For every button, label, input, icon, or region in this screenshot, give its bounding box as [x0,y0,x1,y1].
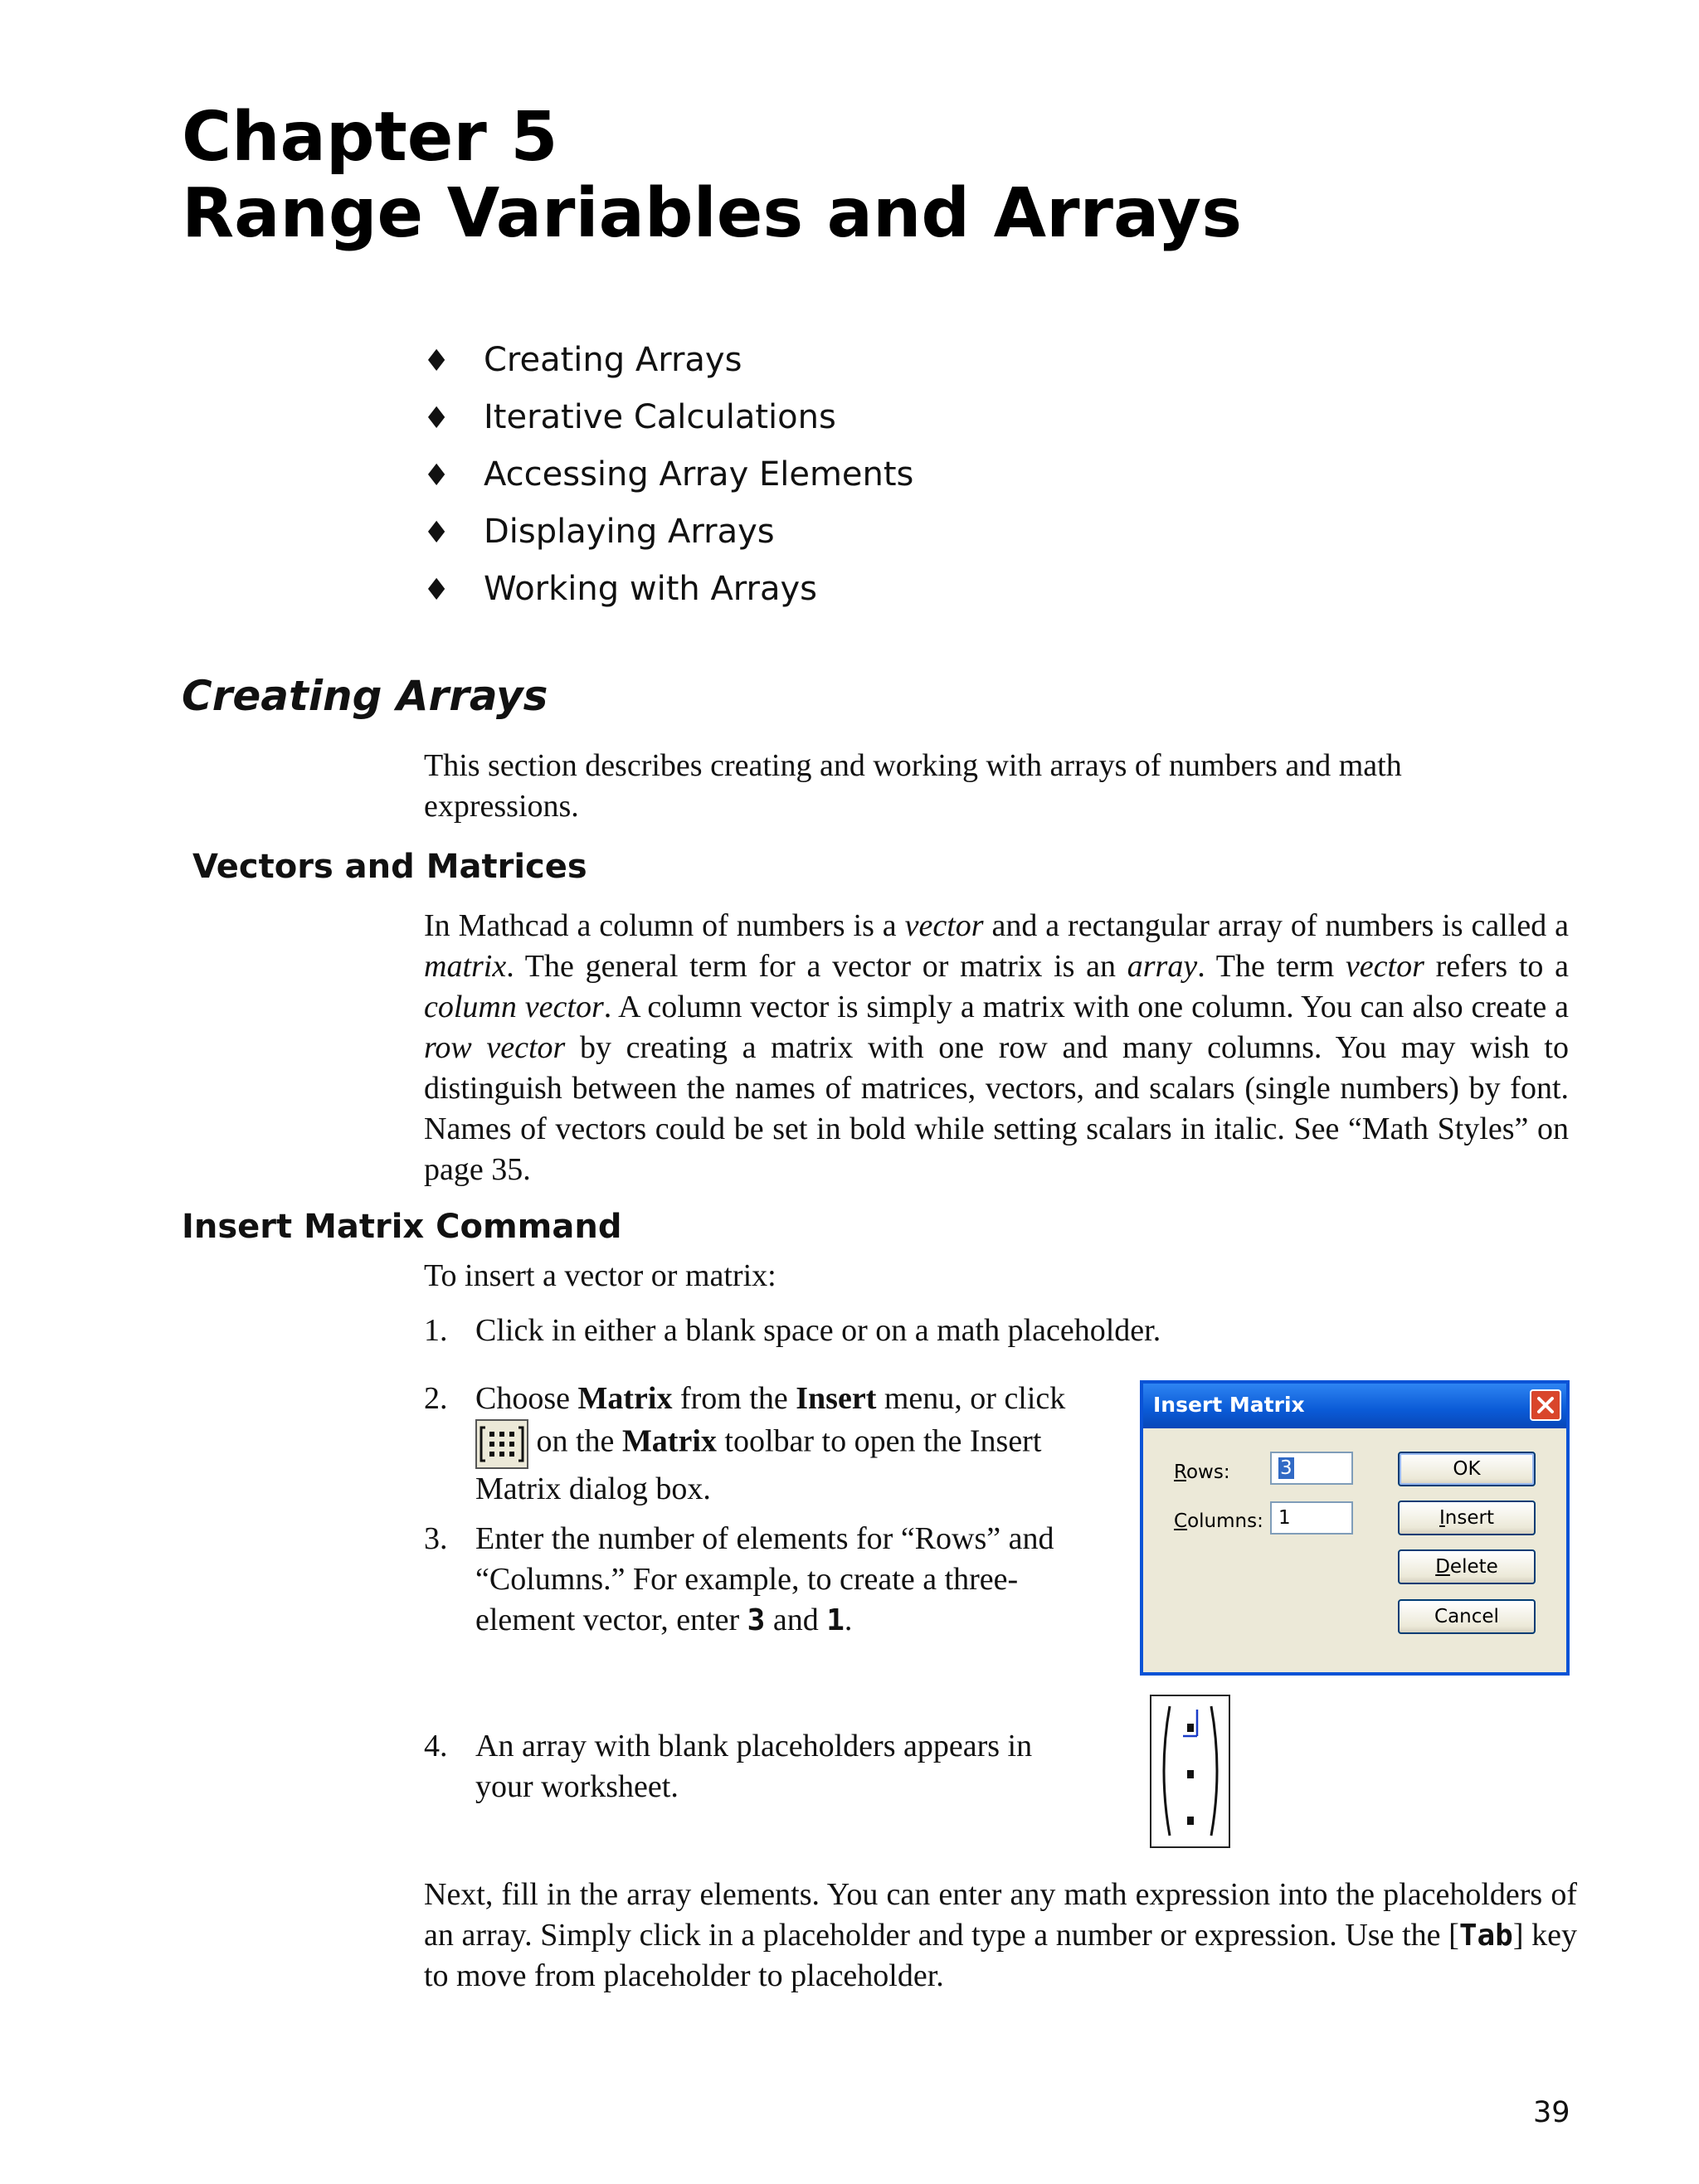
term-array: array [1127,949,1198,984]
text-run: refers to a [1424,949,1569,984]
term-vector: vector [904,908,984,943]
text-run: and [765,1603,827,1637]
toc-item-label: Displaying Arrays [484,513,775,551]
diamond-bullet-icon: ♦ [423,401,450,435]
text-run: on the [528,1423,622,1459]
insert-matrix-dialog [1140,1380,1570,1676]
columns-label [1174,1510,1263,1532]
button-label: elete [1449,1556,1498,1578]
rows-input[interactable] [1270,1452,1353,1485]
mnemonic: R [1174,1462,1186,1483]
toc-item-label: Creating Arrays [484,341,742,379]
step-number: 1. [424,1313,448,1348]
step-text: An array with blank placeholders appears in your worksheet. [475,1729,1033,1804]
term-vector: vector [1345,949,1424,984]
tab-key: Tab [1458,1919,1513,1953]
chapter-number: Chapter 5 [182,98,558,177]
columns-value: 1 [826,1603,845,1637]
text-run: Next, fill in the array elements. You can enter any math expression into the placeholders of an array. Simply click in a placeholder and type a number or expression. Use the [ [424,1877,1577,1953]
mnemonic: C [1174,1510,1188,1532]
chapter-toc [423,336,913,622]
term-column-vector: column vector [424,990,604,1024]
toc-item [423,393,913,450]
text-run: and a rectangular array of numbers is called a [983,908,1569,943]
insertion-cursor [1183,1710,1197,1736]
placeholder[interactable] [1187,1817,1194,1825]
step-text: Click in either a blank space or on a math placeholder. [475,1313,1161,1348]
text-run: . The term [1197,949,1346,984]
delete-button[interactable] [1398,1549,1536,1584]
columns-input[interactable] [1270,1501,1353,1535]
close-icon [1531,1391,1560,1419]
step-3 [424,1519,1096,1641]
text-run: by creating a matrix with one row and many columns. You may wish to distinguish between the names of matrices, vectors, and scalars (single numbers) by font. Names of vectors could be set in bold while setting scalars in italic. See “Math Styles” on page 35. [424,1030,1569,1187]
text-run: toolbar to open the Insert Matrix dialog box. [475,1423,1042,1506]
chapter-name: Range Variables and Arrays [182,174,1243,253]
term-matrix: matrix [424,949,507,984]
diamond-bullet-icon: ♦ [423,459,450,493]
placeholder[interactable] [1187,1724,1194,1732]
diamond-bullet-icon: ♦ [423,516,450,550]
right-bracket [1211,1706,1217,1836]
text-run: Enter the number of elements for “Rows” and “Columns.” For example, to create a three-element vector, enter [475,1521,1054,1637]
close-button[interactable] [1530,1389,1561,1421]
toc-item-label: Accessing Array Elements [484,455,914,494]
insert-matrix-lead: To insert a vector or matrix: [424,1258,776,1293]
ok-button[interactable]: OK [1398,1452,1536,1486]
step-text [475,1519,1096,1641]
text-run: from the [672,1381,796,1416]
mnemonic: D [1435,1556,1450,1578]
diamond-bullet-icon: ♦ [423,344,450,378]
step-number: 3. [424,1521,448,1556]
blank-array-figure [1150,1695,1230,1848]
insert-button[interactable] [1398,1501,1536,1535]
term-row-vector: row vector [424,1030,566,1065]
subheading-vectors-and-matrices: Vectors and Matrices [192,848,587,886]
menu-term-matrix: Matrix [577,1381,673,1416]
text-run: . The general term for a vector or matrix is an [506,949,1127,984]
text-run: . A column vector is simply a matrix with one column. You can also create a [603,990,1569,1024]
toc-item-label: Working with Arrays [484,570,818,608]
fill-elements-paragraph [424,1875,1577,1997]
toc-item [423,450,913,508]
text-run: Choose [475,1381,578,1416]
page-number: 39 [1533,2096,1570,2129]
button-label: nsert [1444,1507,1494,1529]
rows-value: 3 [747,1603,766,1637]
cancel-button[interactable]: Cancel [1398,1599,1536,1634]
text-run: menu, or click [876,1381,1066,1416]
text-run: ] key to move from placeholder to placeholder. [424,1918,1577,1993]
rows-input-value: 3 [1280,1457,1293,1479]
creating-arrays-intro: This section describes creating and working with arrays of numbers and math expressions. [424,748,1402,824]
toolbar-term-matrix: Matrix [621,1423,717,1459]
dialog-titlebar[interactable] [1143,1384,1566,1428]
label-text: olumns: [1187,1510,1263,1532]
toc-item [423,565,913,622]
step-number: 4. [424,1729,448,1763]
mnemonic: I [1439,1507,1445,1529]
dialog-title: Insert Matrix [1153,1393,1305,1417]
toc-item-label: Iterative Calculations [484,398,836,436]
step-text [475,1379,1096,1510]
diamond-bullet-icon: ♦ [423,573,450,607]
subheading-insert-matrix-command: Insert Matrix Command [182,1208,622,1246]
step-2 [424,1379,1096,1510]
rows-label [1174,1462,1230,1483]
vectors-matrices-paragraph [424,906,1569,1190]
left-bracket [1164,1706,1170,1836]
toc-item [423,336,913,393]
matrix-toolbar-icon[interactable] [475,1419,528,1469]
text-run: . [844,1603,853,1637]
placeholder[interactable] [1187,1770,1194,1778]
toc-item [423,508,913,565]
menu-term-insert: Insert [796,1381,877,1416]
section-heading-creating-arrays: Creating Arrays [182,672,548,720]
chapter-title [182,100,1242,252]
step-1 [424,1311,1602,1351]
columns-input-value: 1 [1278,1507,1291,1529]
text-run: In Mathcad a column of numbers is a [424,908,905,943]
step-4 [424,1726,1096,1807]
label-text: ows: [1185,1462,1230,1483]
step-number: 2. [424,1381,448,1416]
